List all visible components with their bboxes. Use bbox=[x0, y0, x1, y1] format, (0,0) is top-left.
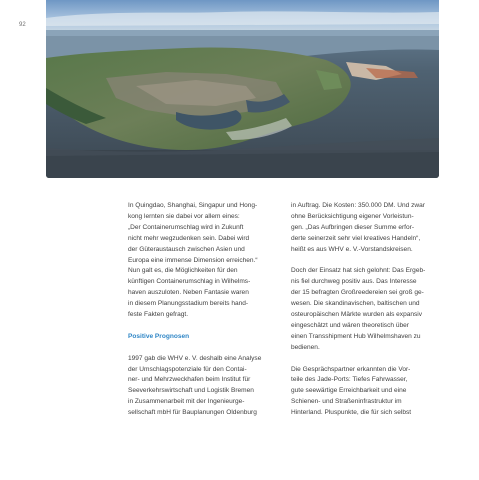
text-line: osteuropäischen Märkte wurden als expansiv bbox=[291, 311, 423, 319]
text-line: ner- und Mehrzweckhafen beim Institut für bbox=[128, 376, 251, 384]
text-line: sellschaft mbH für Bauplanungen Oldenburg bbox=[128, 409, 257, 417]
text-line: in diesem Planungsstadium bereits hand- bbox=[128, 300, 249, 308]
text-line: der Umschlagspotenziale für den Contai- bbox=[128, 365, 247, 373]
text-line: nicht mehr wegzudenken sein. Dabei wird bbox=[128, 234, 250, 242]
text-line: Europa eine immense Dimension erreichen.“ bbox=[128, 256, 258, 264]
text-line: nis fiel durchweg positiv aus. Das Interesse bbox=[291, 278, 417, 286]
text-line: 1997 gab die WHV e. V. deshalb eine Analyse bbox=[128, 354, 262, 362]
text-line: bedienen. bbox=[291, 343, 320, 351]
text-line: kong lernten sie dabei vor allem eines: bbox=[128, 212, 240, 220]
paragraph bbox=[291, 365, 443, 420]
text-line: haven auszuloten. Neben Fantasie waren bbox=[128, 289, 249, 297]
text-line: der Güteraustausch zwischen Asien und bbox=[128, 245, 245, 253]
text-line: feste Fakten gefragt. bbox=[128, 311, 189, 319]
text-line: Nun galt es, die Möglichkeiten für den bbox=[128, 267, 238, 275]
text-line: teile des Jade-Ports: Tiefes Fahrwasser, bbox=[291, 376, 408, 384]
text-line: Hinterland. Pluspunkte, die für sich selbst bbox=[291, 409, 412, 417]
text-line: Doch der Einsatz hat sich gelohnt: Das Ergeb- bbox=[291, 267, 426, 275]
text-column-right bbox=[291, 201, 443, 430]
paragraph bbox=[291, 266, 443, 353]
text-line: in Zusammenarbeit mit der Ingenieurge- bbox=[128, 398, 245, 406]
text-line: gen. „Das Aufbringen dieser Summe erfor- bbox=[291, 223, 414, 231]
page-number: 92 bbox=[19, 22, 26, 28]
text-line: ohne Berücksichtigung eigener Vorleistun- bbox=[291, 212, 414, 220]
text-line: heißt es aus WHV e. V.-Vorstandskreisen. bbox=[291, 245, 413, 253]
text-line: in Auftrag. Die Kosten: 350.000 DM. Und zwar bbox=[291, 202, 425, 209]
text-line: der 15 befragten Großreedereien sei groß ge- bbox=[291, 289, 424, 297]
text-line: derte seinerzeit sehr viel kreatives Handeln“, bbox=[291, 234, 421, 242]
section-subheading: Positive Prognosen bbox=[128, 332, 190, 340]
paragraph bbox=[291, 201, 443, 256]
text-line: In Quingdao, Shanghai, Singapur und Hong- bbox=[128, 202, 258, 209]
paragraph bbox=[128, 201, 280, 321]
text-line: einen Transshipment Hub Wilhelmshaven zu bbox=[291, 332, 421, 340]
text-line: eingeschätzt und wären theoretisch über bbox=[291, 321, 409, 329]
text-line: wesen. Die skandinavischen, baltischen und bbox=[291, 300, 420, 308]
text-line: Schienen- und Straßeninfrastruktur im bbox=[291, 398, 402, 406]
paragraph bbox=[128, 354, 280, 419]
text-line: „Der Containerumschlag wird in Zukunft bbox=[128, 223, 244, 231]
text-line: künftigen Containerumschlag in Wilhelms- bbox=[128, 278, 251, 286]
aerial-photo-illustration bbox=[46, 0, 439, 178]
text-line: Die Gesprächspartner erkannten die Vor- bbox=[291, 365, 411, 373]
text-line: gute seewärtige Erreichbarkeit und eine bbox=[291, 387, 407, 395]
aerial-harbor-photo bbox=[46, 0, 439, 178]
text-column-left bbox=[128, 201, 280, 430]
text-line: Seeverkehrswirtschaft und Logistik Bremen bbox=[128, 387, 254, 395]
